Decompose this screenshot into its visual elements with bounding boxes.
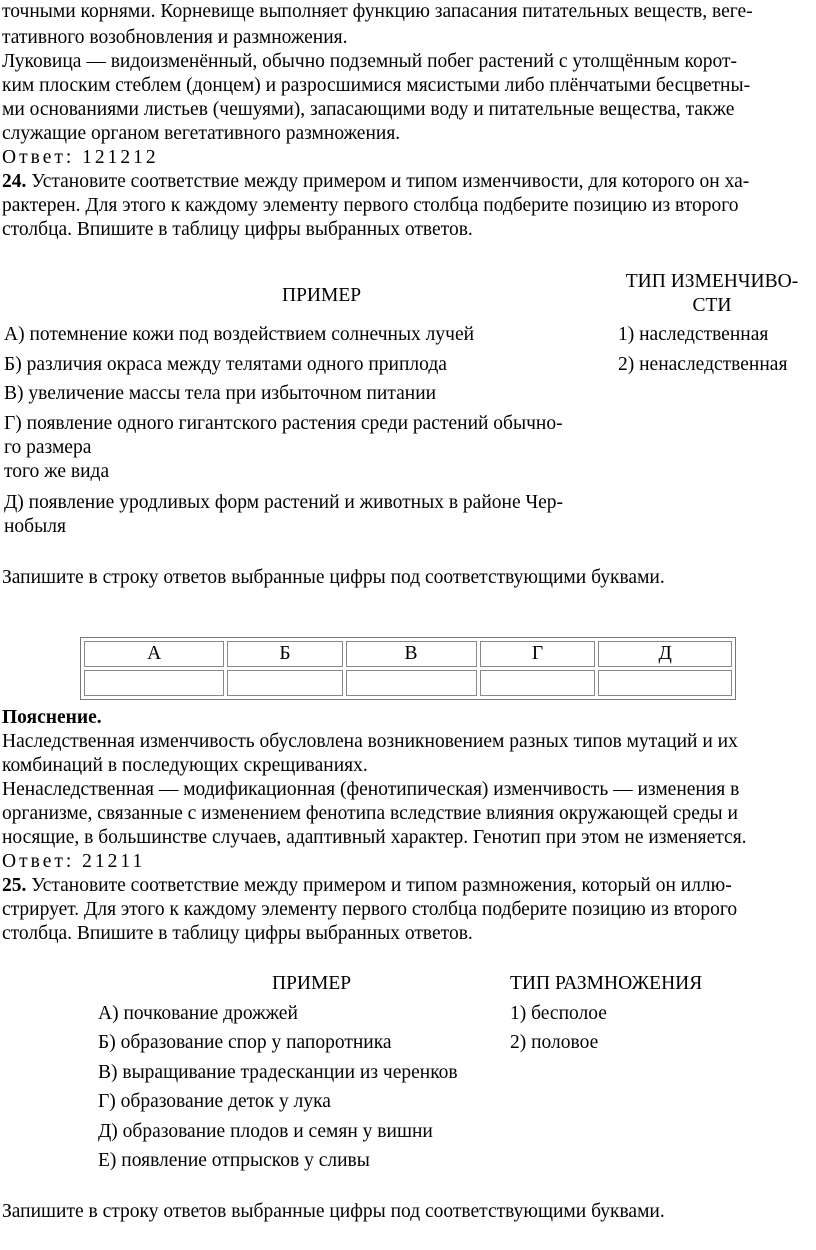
column-header-example: ПРИМЕР xyxy=(282,285,362,306)
list-item: Д) появление уродливых форм растений и животных в районе Чер- xyxy=(4,492,564,513)
table-header-cell: А xyxy=(84,641,224,667)
intro-line: служащие органом вегетативного размножения. xyxy=(2,123,401,144)
answer-cell[interactable] xyxy=(598,670,732,696)
answer-cell[interactable] xyxy=(480,670,596,696)
column-header-type: ТИП ИЗМЕНЧИВО- xyxy=(625,271,799,292)
explanation-title xyxy=(2,706,102,730)
list-item: Б) образование спор у папоротника xyxy=(98,1032,392,1053)
answer-cell[interactable] xyxy=(227,670,342,696)
list-item: Б) различия окраса между телятами одного приплода xyxy=(4,354,447,375)
question-24-line: столбца. Впишите в таблицу цифры выбранных ответов. xyxy=(2,219,473,240)
question-24-line xyxy=(2,170,749,194)
answer-cell[interactable] xyxy=(346,670,477,696)
intro-line: Луковица — видоизменённый, обычно подземный побег растений с утолщённым корот- xyxy=(2,51,738,72)
explanation-title-text: Пояснение. xyxy=(2,707,102,728)
question-24-line: рактерен. Для этого к каждому элементу первого столбца подберите позицию из второго xyxy=(2,195,739,216)
explanation-line: Ненаследственная — модификационная (фенотипическая) изменчивость — изменения в xyxy=(2,779,740,800)
question-25-line: стрирует. Для этого к каждому элементу первого столбца подберите позицию из второго xyxy=(2,899,738,920)
question-25-line xyxy=(2,874,732,898)
column-header-example: ПРИМЕР xyxy=(272,973,352,994)
explanation-line: комбинаций в последующих скрещиваниях. xyxy=(2,755,368,776)
intro-line: ким плоским стеблем (донцем) и разросшимися мясистыми либо плёнчатыми бесцветны- xyxy=(2,75,751,96)
list-item: А) потемнение кожи под воздействием солнечных лучей xyxy=(4,324,475,345)
question-number: 24. xyxy=(2,171,27,192)
list-item: го размера xyxy=(4,437,92,458)
list-item: нобыля xyxy=(4,516,66,537)
list-item: В) увеличение массы тела при избыточном питании xyxy=(4,383,437,404)
table-header-cell: В xyxy=(346,641,477,667)
answer-line: Ответ: 21211 xyxy=(2,851,146,872)
intro-line: тативного возобновления и размножения. xyxy=(2,27,348,48)
list-item: того же вида xyxy=(4,461,110,482)
explanation-line: носящие, в большинстве случаев, адаптивный характер. Генотип при этом не изменяется. xyxy=(2,827,747,848)
answer-line: Ответ: 121212 xyxy=(2,147,159,168)
list-item: Г) появление одного гигантского растения среди растений обычно- xyxy=(4,413,563,434)
option-item: 2) половое xyxy=(510,1032,599,1053)
intro-line: точными корнями. Корневище выполняет функцию запасания питательных веществ, веге- xyxy=(2,1,753,22)
option-item: 2) ненаследственная xyxy=(618,354,788,375)
intro-line: ми основаниями листьев (чешуями), запасающими воду и питательные вещества, также xyxy=(2,99,735,120)
table-header-cell: Г xyxy=(480,641,596,667)
table-header-cell: Б xyxy=(227,641,342,667)
question-number: 25. xyxy=(2,875,27,896)
column-header-type: СТИ xyxy=(692,295,732,316)
explanation-line: организме, связанные с изменением фенотипа вследствие влияния окружающей среды и xyxy=(2,803,738,824)
column-header-type: ТИП РАЗМНОЖЕНИЯ xyxy=(510,973,703,994)
question-25-line: столбца. Впишите в таблицу цифры выбранных ответов. xyxy=(2,923,473,944)
instruction-text: Запишите в строку ответов выбранные цифры под соответствующими буквами. xyxy=(2,1201,665,1222)
question-text: Установите соответствие между примером и типом размножения, который он иллю- xyxy=(31,875,732,896)
explanation-line: Наследственная изменчивость обусловлена возникновением разных типов мутаций и их xyxy=(2,731,738,752)
table-header-cell: Д xyxy=(598,641,732,667)
option-item: 1) наследственная xyxy=(618,324,769,345)
instruction-text: Запишите в строку ответов выбранные цифры под соответствующими буквами. xyxy=(2,567,665,588)
list-item: Д) образование плодов и семян у вишни xyxy=(98,1121,433,1142)
list-item: Г) образование деток у лука xyxy=(98,1091,331,1112)
list-item: В) выращивание традесканции из черенков xyxy=(98,1062,458,1083)
option-item: 1) бесполое xyxy=(510,1003,607,1024)
list-item: Е) появление отпрысков у сливы xyxy=(98,1150,370,1171)
question-text: Установите соответствие между примером и типом изменчивости, для которого он ха- xyxy=(31,171,750,192)
answer-table xyxy=(80,637,736,700)
list-item: А) почкование дрожжей xyxy=(98,1003,298,1024)
answer-cell[interactable] xyxy=(84,670,224,696)
